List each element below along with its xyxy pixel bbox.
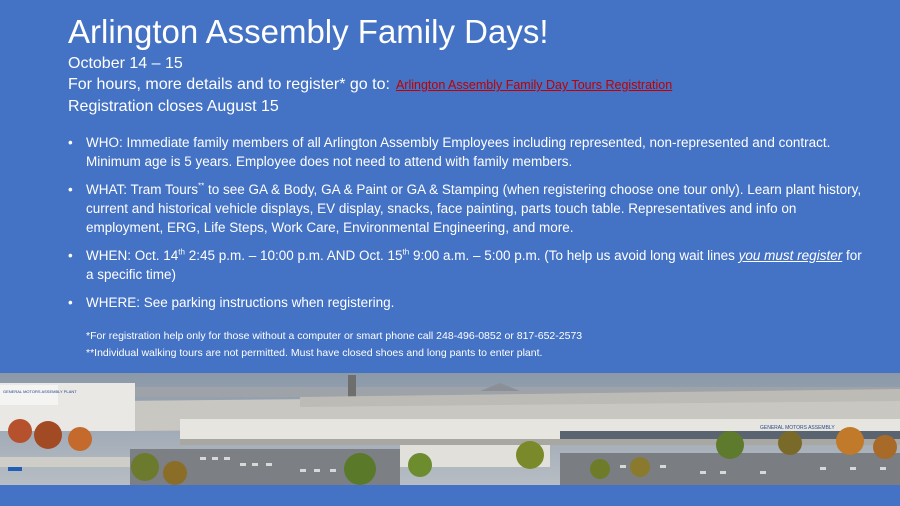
what-text-b: to see GA & Body, GA & Paint or GA & Stamping (when registering choose one tour only). Learn plant history, current and historical vehicle displays, EV display, snacks, face painting, parts touch table. Representatives and info on employment, ERG, Life Steps, Work Care, Environmental Engineering, and more. (86, 182, 862, 235)
list-item-who (68, 133, 868, 171)
footnotes (86, 328, 582, 362)
when-part3: 9:00 a.m. – 5:00 p.m. (To help us avoid long wait lines (409, 248, 739, 263)
registration-deadline: Registration closes August 15 (68, 98, 279, 115)
registration-link[interactable]: Arlington Assembly Family Day Tours Registration (395, 78, 673, 92)
when-part1: WHEN: Oct. 14 (86, 248, 179, 263)
front-wall (0, 457, 130, 467)
bullet-marker: • (68, 182, 73, 197)
bullet-marker: • (68, 295, 73, 310)
event-dates: October 14 – 15 (68, 55, 183, 72)
list-item-what (68, 180, 868, 237)
bullet-marker: • (68, 135, 73, 150)
event-info (68, 53, 672, 117)
plant-aerial-photo (0, 373, 900, 485)
page-title: Arlington Assembly Family Days! (68, 13, 549, 50)
must-register-emphasis: you must register (738, 248, 843, 263)
where-text: WHERE: See parking instructions when registering. (86, 295, 395, 310)
what-text-a: WHAT: Tram Tours (86, 182, 199, 197)
building-sign-text: GENERAL MOTORS ASSEMBLY (760, 425, 835, 431)
when-sup1: th (178, 247, 185, 257)
plant-sign-text: GENERAL MOTORS ASSEMBLY PLANT (3, 389, 77, 394)
water-tower (348, 375, 356, 397)
footnote-phone: *For registration help only for those without a computer or smart phone call 248-496-0852 or 817-652-2573 (86, 330, 583, 342)
when-part4: for a specific time) (86, 248, 862, 282)
list-item-when (68, 246, 868, 284)
what-text-sup: ** (198, 181, 205, 191)
register-line (68, 74, 672, 96)
when-sup2: th (402, 247, 410, 257)
footnote-walking-tours: **Individual walking tours are not permitted. Must have closed shoes and long pants to enter plant. (86, 347, 543, 359)
sign-panel (0, 385, 58, 405)
list-item-where (68, 293, 868, 312)
plant-illustration (0, 373, 900, 485)
who-text: WHO: Immediate family members of all Arlington Assembly Employees including represented, non-represented and contract. Minimum age is 5 years. Employee does not need to attend with family members. (86, 135, 831, 169)
details-list (68, 133, 868, 321)
register-prefix: For hours, more details and to register* go to: (68, 76, 390, 93)
when-part2: 2:45 p.m. – 10:00 p.m. AND Oct. 15 (184, 248, 403, 263)
bullet-marker: • (68, 248, 73, 263)
